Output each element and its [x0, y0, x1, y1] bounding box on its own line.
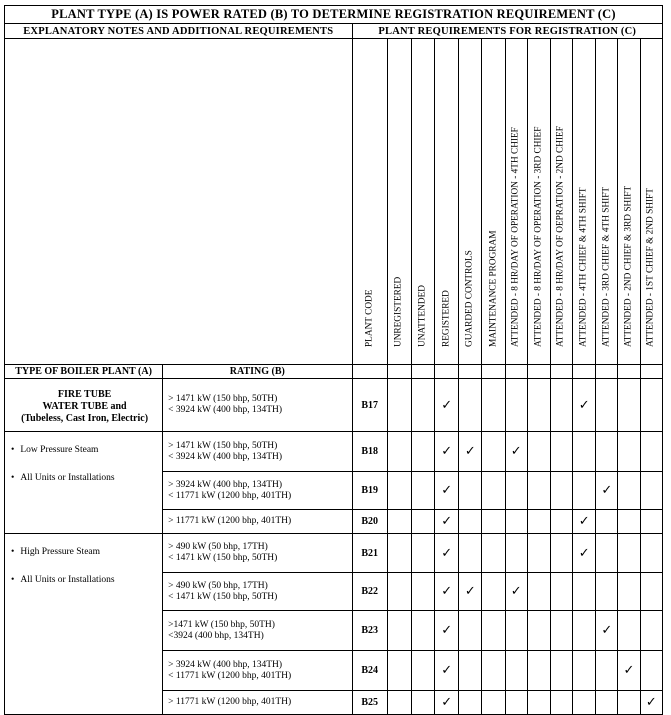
empty-requirement-cell: [482, 379, 505, 432]
empty-requirement-cell: [411, 534, 434, 573]
empty-requirement-cell: [527, 651, 550, 691]
empty-requirement-cell: [459, 651, 482, 691]
column-header-label: UNREGISTERED: [393, 276, 404, 347]
check-mark-icon: ✓: [459, 573, 482, 611]
empty-requirement-cell: [618, 691, 640, 715]
bullet-mark: •: [11, 575, 15, 585]
column-header-label: ATTENDED - 8 HR/DAY OF OPERATION - 3RD CHIEF: [533, 126, 544, 347]
column-header-label: ATTENDED - 2ND CHIEF & 3RD SHIFT: [623, 185, 634, 347]
empty-requirement-cell: [482, 510, 505, 534]
boiler-type-item: All Units or Installations: [20, 575, 115, 585]
empty-requirement-cell: [618, 472, 640, 510]
empty-requirement-cell: [527, 472, 550, 510]
empty-requirement-cell: [387, 432, 411, 472]
empty-requirement-cell: [482, 651, 505, 691]
empty-requirement-cell: [618, 510, 640, 534]
table-title: PLANT TYPE (A) IS POWER RATED (B) TO DETERMINE REGISTRATION REQUIREMENT (C): [5, 6, 663, 24]
empty-requirement-cell: [411, 510, 434, 534]
column-header-6: [505, 39, 527, 365]
boiler-type-item: High Pressure Steam: [20, 547, 101, 557]
empty-requirement-cell: [640, 432, 662, 472]
empty-requirement-cell: [387, 534, 411, 573]
empty-requirement-cell: [640, 472, 662, 510]
rating-cell: [163, 534, 352, 573]
column-header-gap: [550, 365, 572, 379]
check-mark-icon: ✓: [435, 432, 459, 472]
plant-code-cell: B20: [352, 510, 387, 534]
boiler-type-cell: [5, 432, 163, 534]
rating-line: >1471 kW (150 bhp, 50TH): [168, 619, 275, 630]
bullet-mark: •: [11, 473, 15, 483]
rating-cell: [163, 432, 352, 472]
empty-requirement-cell: [387, 573, 411, 611]
empty-requirement-cell: [482, 611, 505, 651]
column-header-8: [550, 39, 572, 365]
column-header-label: MAINTENANCE PROGRAM: [488, 230, 499, 347]
empty-requirement-cell: [550, 691, 572, 715]
column-header-gap: [459, 365, 482, 379]
column-header-2: [411, 39, 434, 365]
empty-requirement-cell: [596, 432, 618, 472]
rating-line: > 11771 kW (1200 bhp, 401TH): [168, 516, 292, 526]
empty-requirement-cell: [618, 573, 640, 611]
explanatory-notes-header: EXPLANATORY NOTES AND ADDITIONAL REQUIREMENTS: [5, 24, 353, 39]
plant-code-cell: B18: [352, 432, 387, 472]
empty-requirement-cell: [596, 379, 618, 432]
boiler-type-cell: [5, 534, 163, 715]
column-header-10: [596, 39, 618, 365]
empty-requirement-cell: [387, 379, 411, 432]
empty-requirement-cell: [505, 510, 527, 534]
empty-requirement-cell: [573, 651, 596, 691]
column-header-gap: [505, 365, 527, 379]
empty-requirement-cell: [640, 534, 662, 573]
rating-line: < 1471 kW (150 bhp, 50TH): [168, 553, 278, 563]
check-mark-icon: ✓: [573, 379, 596, 432]
column-header-11: [618, 39, 640, 365]
empty-requirement-cell: [550, 534, 572, 573]
empty-requirement-cell: [596, 534, 618, 573]
table-row: [5, 432, 663, 472]
rating-line: > 3924 kW (400 bhp, 134TH): [168, 479, 283, 490]
check-mark-icon: ✓: [435, 510, 459, 534]
rating-line: <3924 (400 bhp, 134TH): [168, 630, 264, 641]
empty-requirement-cell: [618, 611, 640, 651]
empty-requirement-cell: [459, 472, 482, 510]
empty-requirement-cell: [527, 691, 550, 715]
column-header-gap: [618, 365, 640, 379]
rating-cell: [163, 651, 352, 691]
empty-requirement-cell: [618, 534, 640, 573]
column-header-label: PLANT CODE: [364, 289, 375, 347]
check-mark-icon: ✓: [459, 432, 482, 472]
empty-requirement-cell: [640, 651, 662, 691]
check-mark-icon: ✓: [435, 651, 459, 691]
check-mark-icon: ✓: [596, 611, 618, 651]
empty-requirement-cell: [387, 472, 411, 510]
empty-requirement-cell: [459, 379, 482, 432]
check-mark-icon: ✓: [435, 573, 459, 611]
boiler-type-item: Low Pressure Steam: [20, 445, 99, 455]
rating-cell: [163, 691, 352, 715]
boiler-type-item: All Units or Installations: [20, 473, 115, 483]
table-row: [5, 534, 663, 573]
empty-requirement-cell: [550, 573, 572, 611]
column-header-label: ATTENDED - 4TH CHIEF & 4TH SHIFT: [578, 187, 589, 347]
empty-requirement-cell: [573, 573, 596, 611]
plant-code-cell: B22: [352, 573, 387, 611]
boiler-type-cell: [5, 379, 163, 432]
plant-code-cell: B21: [352, 534, 387, 573]
empty-requirement-cell: [527, 510, 550, 534]
check-mark-icon: ✓: [618, 651, 640, 691]
rating-line: > 11771 kW (1200 bhp, 401TH): [168, 697, 292, 707]
rating-line: < 3924 kW (400 bhp, 134TH): [168, 405, 283, 415]
rating-column-header: RATING (B): [163, 365, 352, 379]
boiler-type-line: WATER TUBE and: [42, 401, 127, 412]
check-mark-icon: ✓: [435, 691, 459, 715]
column-header-1: [387, 39, 411, 365]
empty-requirement-cell: [596, 573, 618, 611]
empty-requirement-cell: [596, 691, 618, 715]
check-mark-icon: ✓: [596, 472, 618, 510]
column-header-gap: [482, 365, 505, 379]
rating-cell: [163, 472, 352, 510]
empty-requirement-cell: [640, 611, 662, 651]
type-column-header: TYPE OF BOILER PLANT (A): [5, 365, 163, 379]
empty-requirement-cell: [411, 651, 434, 691]
empty-requirement-cell: [640, 573, 662, 611]
empty-requirement-cell: [411, 379, 434, 432]
check-mark-icon: ✓: [435, 534, 459, 573]
check-mark-icon: ✓: [505, 573, 527, 611]
empty-requirement-cell: [618, 379, 640, 432]
empty-requirement-cell: [387, 651, 411, 691]
empty-requirement-cell: [527, 611, 550, 651]
column-header-label: GUARDED CONTROLS: [464, 250, 475, 347]
empty-requirement-cell: [596, 651, 618, 691]
empty-requirement-cell: [505, 611, 527, 651]
column-header-gap: [573, 365, 596, 379]
empty-requirement-cell: [550, 510, 572, 534]
column-header-gap: [640, 365, 662, 379]
empty-requirement-cell: [411, 691, 434, 715]
rating-cell: [163, 379, 352, 432]
column-header-label: REGISTERED: [441, 290, 452, 347]
column-header-gap: [352, 365, 387, 379]
check-mark-icon: ✓: [435, 611, 459, 651]
column-header-5: [482, 39, 505, 365]
registration-requirements-table: [4, 5, 663, 710]
empty-requirement-cell: [596, 510, 618, 534]
plant-code-cell: B19: [352, 472, 387, 510]
empty-requirement-cell: [573, 611, 596, 651]
check-mark-icon: ✓: [573, 534, 596, 573]
rating-line: > 1471 kW (150 bhp, 50TH): [168, 440, 278, 451]
column-header-0: [352, 39, 387, 365]
empty-requirement-cell: [505, 379, 527, 432]
empty-requirement-cell: [527, 379, 550, 432]
empty-requirement-cell: [527, 534, 550, 573]
empty-requirement-cell: [387, 691, 411, 715]
empty-requirement-cell: [550, 651, 572, 691]
empty-requirement-cell: [550, 379, 572, 432]
empty-requirement-cell: [459, 534, 482, 573]
empty-requirement-cell: [527, 573, 550, 611]
empty-requirement-cell: [505, 691, 527, 715]
rating-cell: [163, 573, 352, 611]
rating-line: > 1471 kW (150 bhp, 50TH): [168, 394, 278, 404]
empty-requirement-cell: [387, 611, 411, 651]
rating-line: < 11771 kW (1200 bhp, 401TH): [168, 670, 292, 681]
empty-requirement-cell: [482, 472, 505, 510]
column-header-3: [435, 39, 459, 365]
column-header-gap: [527, 365, 550, 379]
rating-line: < 3924 kW (400 bhp, 134TH): [168, 451, 283, 462]
check-mark-icon: ✓: [435, 472, 459, 510]
empty-requirement-cell: [505, 651, 527, 691]
empty-requirement-cell: [618, 432, 640, 472]
rating-line: > 490 kW (50 bhp, 17TH): [168, 542, 268, 552]
column-header-label: UNATTENDED: [417, 285, 428, 347]
empty-requirement-cell: [459, 510, 482, 534]
check-mark-icon: ✓: [573, 510, 596, 534]
bullet-mark: •: [11, 547, 15, 557]
column-header-gap: [596, 365, 618, 379]
column-header-gap: [411, 365, 434, 379]
empty-requirement-cell: [411, 472, 434, 510]
column-header-gap: [387, 365, 411, 379]
empty-requirement-cell: [482, 534, 505, 573]
empty-requirement-cell: [482, 691, 505, 715]
empty-requirement-cell: [411, 573, 434, 611]
empty-requirement-cell: [459, 691, 482, 715]
empty-requirement-cell: [550, 432, 572, 472]
check-mark-icon: ✓: [505, 432, 527, 472]
rating-cell: [163, 611, 352, 651]
table-row: [5, 379, 663, 432]
column-header-label: ATTENDED - 8 HR/DAY OF OEPRATION - 2ND CHIEF: [555, 126, 566, 347]
column-header-12: [640, 39, 662, 365]
empty-requirement-cell: [573, 472, 596, 510]
empty-requirement-cell: [459, 611, 482, 651]
plant-code-cell: B25: [352, 691, 387, 715]
empty-requirement-cell: [640, 510, 662, 534]
empty-requirement-cell: [505, 534, 527, 573]
plant-code-cell: B23: [352, 611, 387, 651]
column-header-4: [459, 39, 482, 365]
check-mark-icon: ✓: [435, 379, 459, 432]
column-header-7: [527, 39, 550, 365]
empty-requirement-cell: [573, 432, 596, 472]
rating-line: < 1471 kW (150 bhp, 50TH): [168, 591, 278, 602]
empty-requirement-cell: [573, 691, 596, 715]
rating-cell: [163, 510, 352, 534]
column-header-gap: [435, 365, 459, 379]
requirements-grid: [4, 5, 663, 715]
empty-requirement-cell: [505, 472, 527, 510]
empty-requirement-cell: [411, 432, 434, 472]
bullet-mark: •: [11, 445, 15, 455]
empty-requirement-cell: [387, 510, 411, 534]
rating-line: > 490 kW (50 bhp, 17TH): [168, 580, 268, 591]
column-header-9: [573, 39, 596, 365]
rating-line: > 3924 kW (400 bhp, 134TH): [168, 659, 283, 670]
check-mark-icon: ✓: [640, 691, 662, 715]
boiler-type-line: (Tubeless, Cast Iron, Electric): [21, 413, 149, 424]
empty-requirement-cell: [550, 611, 572, 651]
empty-requirement-cell: [527, 432, 550, 472]
empty-requirement-cell: [550, 472, 572, 510]
boiler-type-line: FIRE TUBE: [57, 389, 112, 400]
rating-line: < 11771 kW (1200 bhp, 401TH): [168, 490, 292, 501]
empty-requirement-cell: [640, 379, 662, 432]
column-header-label: ATTENDED - 1ST CHIEF & 2ND SHIFT: [645, 188, 656, 347]
column-header-label: ATTENDED - 3RD CHIEF & 4TH SHIFT: [601, 186, 612, 347]
plant-code-cell: B24: [352, 651, 387, 691]
empty-requirement-cell: [411, 611, 434, 651]
notes-blank-area: [5, 39, 353, 365]
plant-code-cell: B17: [352, 379, 387, 432]
column-header-label: ATTENDED - 8 HR/DAY OF OPERATION - 4TH CHIEF: [510, 127, 521, 347]
plant-requirements-header: PLANT REQUIREMENTS FOR REGISTRATION (C): [352, 24, 662, 39]
empty-requirement-cell: [482, 573, 505, 611]
empty-requirement-cell: [482, 432, 505, 472]
